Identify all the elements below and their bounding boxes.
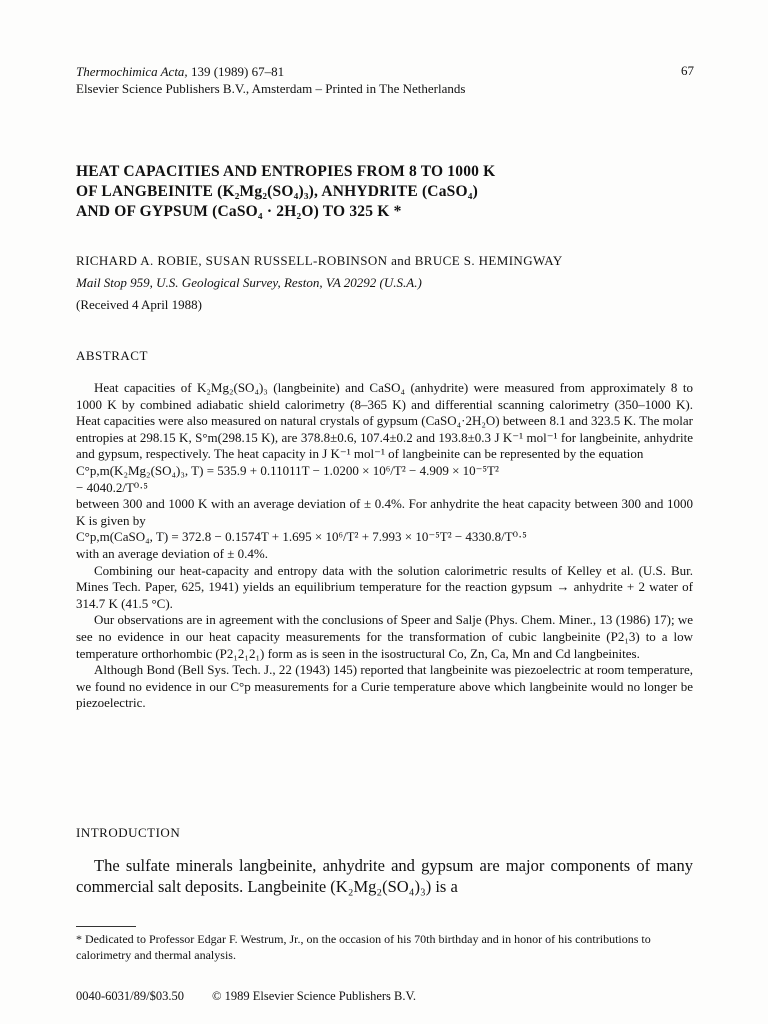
title-line-3: AND OF GYPSUM (CaSO₄ · 2H₂O) TO 325 K * (76, 203, 402, 220)
title-line-2: OF LANGBEINITE (K₂Mg₂(SO₄)₃), ANHYDRITE (CaSO₄) (76, 183, 478, 200)
abstract-paragraph-1: Heat capacities of K₂Mg₂(SO₄)₃ (langbeinite) and CaSO₄ (anhydrite) were measured from approximately 8 to 1000 K by combined adiabatic shield calorimetry (8–365 K) and differential scanning calorimetry (350–1000 K). Heat capacities were also measured on natural crystals of gypsum (CaSO₄·2H₂O) between 8.1 and 323.5 K. The molar entropies at 298.15 K, S°m(298.15 K), are 378.8±0.6, 107.4±0.2 and 193.8±0.3 J K⁻¹ mol⁻¹ for langbeinite, anhydrite and gypsum, respectively. The heat capacity in J K⁻¹ mol⁻¹ of langbeinite can be represented by the equation (76, 380, 693, 462)
equation-langbeinite: C°p,m(K₂Mg₂(SO₄)₃, T) = 535.9 + 0.11011T − 1.0200 × 10⁶/T² − 4.909 × 10⁻⁵T² (76, 462, 499, 478)
journal-header (76, 63, 465, 97)
journal-citation (76, 63, 465, 80)
footer-line (76, 989, 416, 1004)
issn-code: 0040-6031/89/$03.50 (76, 989, 184, 1003)
abstract-paragraph-5: Our observations are in agreement with the conclusions of Speer and Salje (Phys. Chem. Miner., 13 (1986) 17); we see no evidence in our heat capacity measurements for the transformation of cubic langbeinite (P2₁3) to a low temperature orthorhombic (P2₁2₁2₁) form as is seen in the isostructural Co, Zn, Ca, Mn and Cd langbeinites. (76, 612, 693, 661)
equation-anhydrite: C°p,m(CaSO₄, T) = 372.8 − 0.1574T + 1.695 × 10⁶/T² + 7.993 × 10⁻⁵T² − 4330.8/T⁰·⁵ (76, 529, 527, 545)
introduction-heading: INTRODUCTION (76, 825, 181, 840)
abstract-paragraph-6: Although Bond (Bell Sys. Tech. J., 22 (1943) 145) reported that langbeinite was piezoelectric at room temperature, we found no evidence in our C°p measurements for a Curie temperature above which langbeinite would no longer be piezoelectric. (76, 662, 693, 711)
abstract-heading: ABSTRACT (76, 348, 148, 363)
footnote: * Dedicated to Professor Edgar F. Westrum, Jr., on the occasion of his 70th birthday and in honor of his contributions to calorimetry and thermal analysis. (76, 932, 651, 962)
copyright-notice: © 1989 Elsevier Science Publishers B.V. (211, 989, 417, 1003)
paper-title (76, 162, 696, 222)
footnote-rule (76, 926, 136, 927)
journal-volume: 139 (1989) 67–81 (187, 64, 285, 79)
abstract-body (76, 380, 693, 712)
abstract-paragraph-2: between 300 and 1000 K with an average deviation of ± 0.4%. For anhydrite the heat capacity between 300 and 1000 K is given by (76, 496, 693, 528)
page-number: 67 (681, 63, 694, 78)
introduction-text: The sulfate minerals langbeinite, anhydrite and gypsum are major components of many commercial salt deposits. Langbeinite (K₂Mg₂(SO₄)₃) is a (76, 856, 693, 896)
abstract-paragraph-3: with an average deviation of ± 0.4%. (76, 545, 268, 561)
title-line-1: HEAT CAPACITIES AND ENTROPIES FROM 8 TO 1000 K (76, 163, 496, 180)
received-date: (Received 4 April 1988) (76, 297, 202, 312)
affiliation: Mail Stop 959, U.S. Geological Survey, Reston, VA 20292 (U.S.A.) (76, 275, 422, 290)
author-list: RICHARD A. ROBIE, SUSAN RUSSELL-ROBINSON and BRUCE S. HEMINGWAY (76, 253, 563, 268)
abstract-paragraph-4: Combining our heat-capacity and entropy data with the solution calorimetric results of Kelley et al. (U.S. Bur. Mines Tech. Paper, 625, 1941) yields an equilibrium temperature for the reaction gypsum → anhydrite + 2 water of 314.7 K (41.5 °C). (76, 562, 693, 611)
equation-langbeinite-continued: − 4040.2/T⁰·⁵ (76, 479, 148, 495)
journal-name: Thermochimica Acta, (76, 64, 188, 79)
publisher-line: Elsevier Science Publishers B.V., Amsterdam – Printed in The Netherlands (76, 81, 466, 96)
